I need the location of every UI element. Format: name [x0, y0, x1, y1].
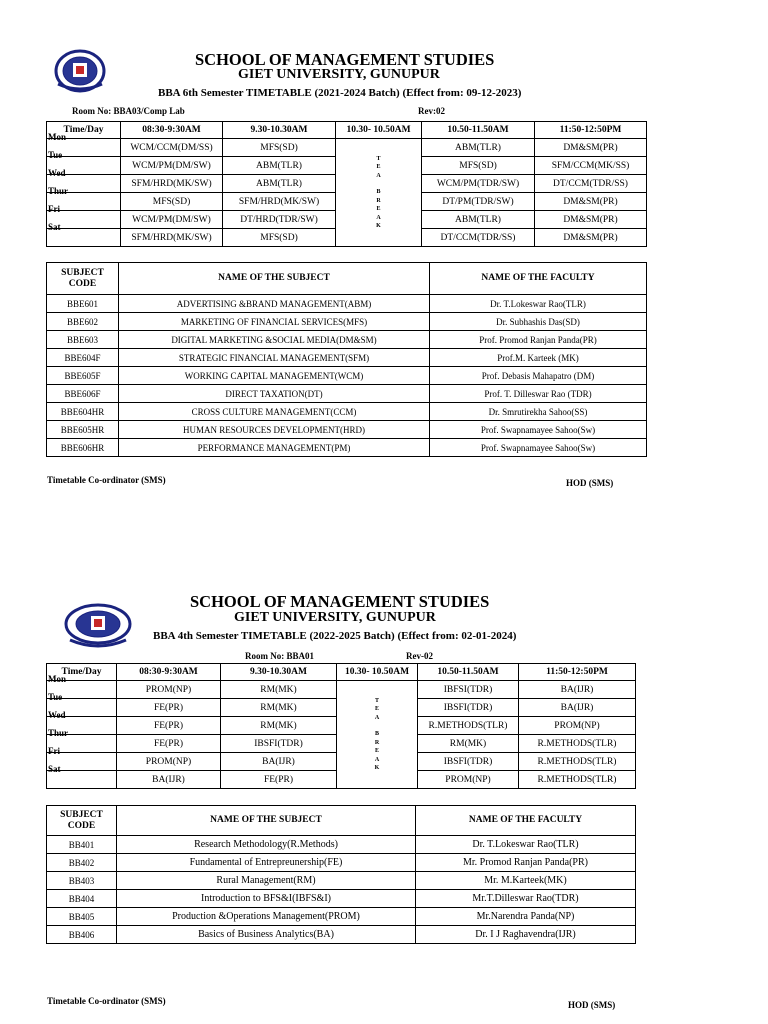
faculty-name: Dr. Subhashis Das(SD) — [430, 313, 647, 331]
faculty-name: Mr.Narendra Panda(NP) — [416, 908, 636, 926]
faculty-name: Prof. Promod Ranjan Panda(PR) — [430, 331, 647, 349]
tea-break-label: T E A B R E A K — [374, 697, 380, 771]
col-header: NAME OF THE SUBJECT — [119, 263, 430, 295]
period-cell: MFS(SD) — [223, 229, 336, 247]
col-header: 08:30-9:30AM — [121, 122, 223, 139]
doc1-university: GIET UNIVERSITY, GUNUPUR — [238, 67, 440, 82]
subject-code: BBE604F — [47, 349, 119, 367]
col-header: SUBJECT CODE — [47, 806, 117, 836]
col-header: 9.30-10.30AM — [223, 122, 336, 139]
period-cell: MFS(SD) — [422, 157, 535, 175]
table-row — [47, 439, 647, 457]
day-label: Thur — [47, 193, 121, 211]
day-label: Thur — [47, 735, 117, 753]
doc1-coordinator-signature: Timetable Co-ordinator (SMS) — [47, 475, 166, 485]
table-row — [47, 139, 647, 157]
col-header: Time/Day — [47, 664, 117, 681]
table-row — [47, 836, 636, 854]
col-header: NAME OF THE SUBJECT — [117, 806, 416, 836]
subject-name: WORKING CAPITAL MANAGEMENT(WCM) — [119, 367, 430, 385]
period-cell: DM&SM(PR) — [535, 229, 647, 247]
day-label: Tue — [47, 699, 117, 717]
doc1-subject-header-row — [47, 263, 647, 295]
col-header: NAME OF THE FACULTY — [416, 806, 636, 836]
period-cell: R.METHODS(TLR) — [519, 753, 636, 771]
table-row — [47, 385, 647, 403]
period-cell: RM(MK) — [221, 681, 337, 699]
period-cell: PROM(NP) — [418, 771, 519, 789]
doc2-subject-header-row — [47, 806, 636, 836]
subject-code: BB402 — [47, 854, 117, 872]
subject-code: BB406 — [47, 926, 117, 944]
period-cell: WCM/PM(TDR/SW) — [422, 175, 535, 193]
doc2-room: Room No: BBA01 — [245, 651, 314, 661]
period-cell: SFM/HRD(MK/SW) — [223, 193, 336, 211]
period-cell: PROM(NP) — [117, 753, 221, 771]
faculty-name: Dr. Smrutirekha Sahoo(SS) — [430, 403, 647, 421]
faculty-name: Dr. I J Raghavendra(IJR) — [416, 926, 636, 944]
table-row — [47, 421, 647, 439]
col-header: 11:50-12:50PM — [535, 122, 647, 139]
period-cell: IBFSI(TDR) — [418, 681, 519, 699]
subject-code: BB405 — [47, 908, 117, 926]
period-cell: ABM(TLR) — [223, 175, 336, 193]
subject-name: PERFORMANCE MANAGEMENT(PM) — [119, 439, 430, 457]
col-header: 10.30- 10.50AM — [337, 664, 418, 681]
period-cell: MFS(SD) — [121, 193, 223, 211]
doc1-subject-table — [46, 262, 647, 457]
subject-code: BBE606HR — [47, 439, 119, 457]
faculty-name: Prof. Debasis Mahapatro (DM) — [430, 367, 647, 385]
faculty-name: Prof. Swapnamayee Sahoo(Sw) — [430, 439, 647, 457]
subject-name: DIGITAL MARKETING &SOCIAL MEDIA(DM&SM) — [119, 331, 430, 349]
period-cell: DT/CCM(TDR/SS) — [422, 229, 535, 247]
day-label: Sat — [47, 229, 121, 247]
period-cell: R.METHODS(TLR) — [519, 735, 636, 753]
period-cell: ABM(TLR) — [223, 157, 336, 175]
col-header: NAME OF THE FACULTY — [430, 263, 647, 295]
period-cell: SFM/CCM(MK/SS) — [535, 157, 647, 175]
table-row — [47, 681, 636, 699]
subject-code: BBE605F — [47, 367, 119, 385]
subject-name: Introduction to BFS&I(IBFS&I) — [117, 890, 416, 908]
period-cell: DM&SM(PR) — [535, 139, 647, 157]
col-header: 10.50-11.50AM — [422, 122, 535, 139]
period-cell: BA(IJR) — [221, 753, 337, 771]
subject-name: Production &Operations Management(PROM) — [117, 908, 416, 926]
day-label: Mon — [47, 139, 121, 157]
subject-code: BB403 — [47, 872, 117, 890]
subject-code: BBE605HR — [47, 421, 119, 439]
period-cell: IBSFI(TDR) — [418, 753, 519, 771]
subject-code: BB404 — [47, 890, 117, 908]
doc1-rev: Rev:02 — [418, 106, 445, 116]
doc2-rev: Rev-02 — [406, 651, 433, 661]
period-cell: FE(PR) — [117, 717, 221, 735]
day-label: Fri — [47, 211, 121, 229]
faculty-name: Mr. Promod Ranjan Panda(PR) — [416, 854, 636, 872]
subject-name: CROSS CULTURE MANAGEMENT(CCM) — [119, 403, 430, 421]
subject-code: BBE606F — [47, 385, 119, 403]
period-cell: RM(MK) — [221, 699, 337, 717]
period-cell: IBSFI(TDR) — [221, 735, 337, 753]
subject-code: BBE604HR — [47, 403, 119, 421]
period-cell: FE(PR) — [117, 699, 221, 717]
doc1-room: Room No: BBA03/Comp Lab — [72, 106, 185, 116]
day-label: Wed — [47, 175, 121, 193]
period-cell: ABM(TLR) — [422, 139, 535, 157]
subject-name: HUMAN RESOURCES DEVELOPMENT(HRD) — [119, 421, 430, 439]
period-cell: WCM/PM(DM/SW) — [121, 157, 223, 175]
subject-code: BBE603 — [47, 331, 119, 349]
table-row — [47, 890, 636, 908]
period-cell: FE(PR) — [117, 735, 221, 753]
period-cell: PROM(NP) — [117, 681, 221, 699]
doc2-timetable — [46, 663, 636, 789]
subject-name: ADVERTISING &BRAND MANAGEMENT(ABM) — [119, 295, 430, 313]
doc1-timetable-header-row — [47, 122, 647, 139]
col-header: 10.30- 10.50AM — [336, 122, 422, 139]
doc1-title: SCHOOL OF MANAGEMENT STUDIES — [195, 50, 495, 69]
table-row — [47, 926, 636, 944]
tea-break-cell — [337, 681, 418, 789]
faculty-name: Mr. M.Karteek(MK) — [416, 872, 636, 890]
period-cell: RM(MK) — [418, 735, 519, 753]
period-cell: MFS(SD) — [223, 139, 336, 157]
subject-code: BBE601 — [47, 295, 119, 313]
period-cell: R.METHODS(TLR) — [519, 771, 636, 789]
faculty-name: Dr. T.Lokeswar Rao(TLR) — [416, 836, 636, 854]
doc2-university: GIET UNIVERSITY, GUNUPUR — [234, 610, 436, 625]
subject-name: Basics of Business Analytics(BA) — [117, 926, 416, 944]
subject-name: Fundamental of Entrepreunership(FE) — [117, 854, 416, 872]
tea-break-label: T E A B R E A K — [376, 155, 381, 229]
day-label: Fri — [47, 753, 117, 771]
subject-code: BBE602 — [47, 313, 119, 331]
period-cell: DT/CCM(TDR/SS) — [535, 175, 647, 193]
table-row — [47, 313, 647, 331]
period-cell: SFM/HRD(MK/SW) — [121, 229, 223, 247]
subject-name: MARKETING OF FINANCIAL SERVICES(MFS) — [119, 313, 430, 331]
period-cell: WCM/PM(DM/SW) — [121, 211, 223, 229]
col-header: SUBJECT CODE — [47, 263, 119, 295]
col-header: 08:30-9:30AM — [117, 664, 221, 681]
period-cell: IBSFI(TDR) — [418, 699, 519, 717]
period-cell: DT/HRD(TDR/SW) — [223, 211, 336, 229]
table-row — [47, 403, 647, 421]
period-cell: DT/PM(TDR/SW) — [422, 193, 535, 211]
period-cell: R.METHODS(TLR) — [418, 717, 519, 735]
col-header: 10.50-11.50AM — [418, 664, 519, 681]
doc2-subject-table — [46, 805, 636, 944]
giet-logo — [52, 48, 108, 94]
table-row — [47, 854, 636, 872]
doc1-timetable — [46, 121, 647, 247]
period-cell: DM&SM(PR) — [535, 211, 647, 229]
period-cell: SFM/HRD(MK/SW) — [121, 175, 223, 193]
doc2-timetable-header-row — [47, 664, 636, 681]
period-cell: WCM/CCM(DM/SS) — [121, 139, 223, 157]
faculty-name: Prof. T. Dilleswar Rao (TDR) — [430, 385, 647, 403]
subject-name: DIRECT TAXATION(DT) — [119, 385, 430, 403]
period-cell: RM(MK) — [221, 717, 337, 735]
faculty-name: Prof.M. Karteek (MK) — [430, 349, 647, 367]
day-label: Tue — [47, 157, 121, 175]
table-row — [47, 331, 647, 349]
table-row — [47, 349, 647, 367]
table-row — [47, 295, 647, 313]
doc2-timetable-line: BBA 4th Semester TIMETABLE (2022-2025 Batch) (Effect from: 02-01-2024) — [153, 630, 517, 642]
table-row — [47, 908, 636, 926]
table-row — [47, 367, 647, 385]
doc1-hod-signature: HOD (SMS) — [566, 478, 614, 488]
period-cell: FE(PR) — [221, 771, 337, 789]
subject-name: STRATEGIC FINANCIAL MANAGEMENT(SFM) — [119, 349, 430, 367]
col-header: Time/Day — [47, 122, 121, 139]
subject-code: BB401 — [47, 836, 117, 854]
day-label: Wed — [47, 717, 117, 735]
col-header: 9.30-10.30AM — [221, 664, 337, 681]
period-cell: ABM(TLR) — [422, 211, 535, 229]
doc2-title: SCHOOL OF MANAGEMENT STUDIES — [190, 592, 490, 611]
doc1-timetable-line: BBA 6th Semester TIMETABLE (2021-2024 Batch) (Effect from: 09-12-2023) — [158, 87, 522, 99]
subject-name: Research Methodology(R.Methods) — [117, 836, 416, 854]
giet-logo — [62, 602, 134, 650]
tea-break-cell — [336, 139, 422, 247]
period-cell: BA(IJR) — [519, 681, 636, 699]
subject-name: Rural Management(RM) — [117, 872, 416, 890]
faculty-name: Mr.T.Dilleswar Rao(TDR) — [416, 890, 636, 908]
faculty-name: Prof. Swapnamayee Sahoo(Sw) — [430, 421, 647, 439]
period-cell: DM&SM(PR) — [535, 193, 647, 211]
period-cell: PROM(NP) — [519, 717, 636, 735]
doc2-coordinator-signature: Timetable Co-ordinator (SMS) — [47, 996, 166, 1006]
period-cell: BA(IJR) — [117, 771, 221, 789]
day-label: Mon — [47, 681, 117, 699]
doc2-hod-signature: HOD (SMS) — [568, 1000, 616, 1010]
col-header: 11:50-12:50PM — [519, 664, 636, 681]
faculty-name: Dr. T.Lokeswar Rao(TLR) — [430, 295, 647, 313]
period-cell: BA(IJR) — [519, 699, 636, 717]
day-label: Sat — [47, 771, 117, 789]
table-row — [47, 872, 636, 890]
